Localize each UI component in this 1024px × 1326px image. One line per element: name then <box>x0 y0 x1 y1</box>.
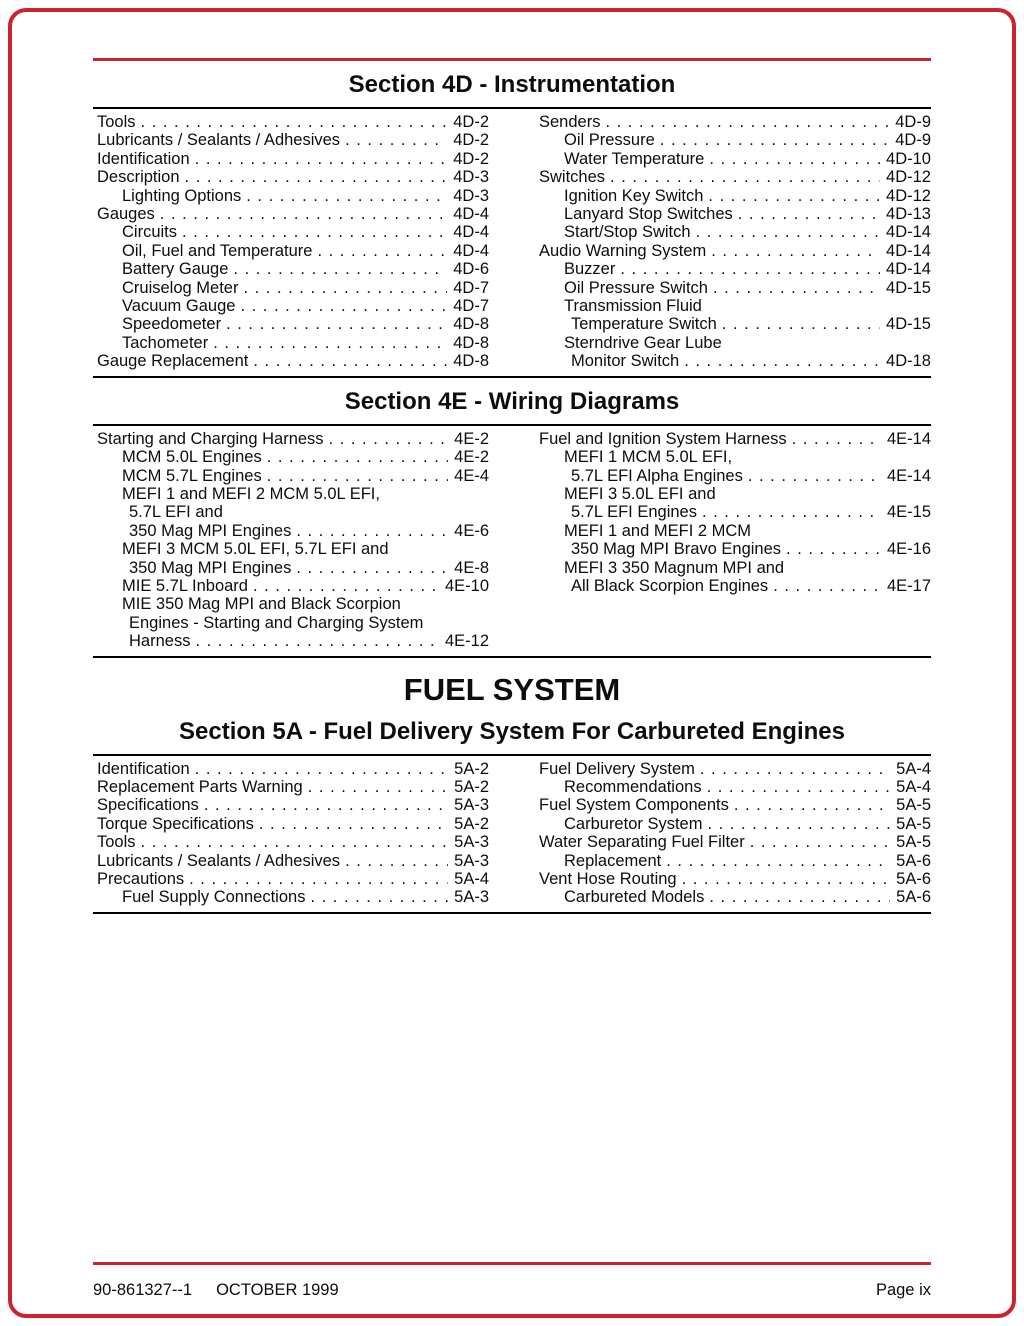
toc-entry <box>97 577 489 595</box>
toc-entry-page: 4E-17 <box>886 576 931 595</box>
toc-dot-leader <box>141 113 448 131</box>
toc-entry-label: MIE 350 Mag MPI and Black Scorpion <box>122 595 401 614</box>
toc-entry-label: 350 Mag MPI Engines <box>129 521 292 540</box>
toc-entry-label: Transmission Fluid <box>564 297 702 316</box>
toc-entry-label: Tachometer <box>122 333 209 352</box>
toc-entry <box>539 503 931 521</box>
toc-entry <box>97 113 489 131</box>
toc-entry-label: Carburetor System <box>564 814 703 833</box>
toc-entry-label: All Black Scorpion Engines <box>571 576 769 595</box>
toc-entry <box>539 334 931 352</box>
toc-entry-page: 4D-3 <box>453 186 489 205</box>
toc-entry <box>539 540 931 558</box>
toc-dot-leader <box>713 279 880 297</box>
toc-4d-column-left <box>93 113 489 371</box>
section-4e-title: Section 4E - Wiring Diagrams <box>344 387 680 415</box>
toc-entry-page: 5A-6 <box>896 870 931 888</box>
toc-4d <box>93 107 931 378</box>
toc-entry-page: 4D-8 <box>453 333 489 352</box>
toc-entry-label: Harness <box>129 632 191 651</box>
toc-entry-label: 5.7L EFI Alpha Engines <box>571 466 743 485</box>
toc-entry-label: Recommendations <box>564 777 702 796</box>
toc-dot-leader <box>195 632 439 650</box>
toc-entry <box>97 796 489 814</box>
toc-entry-page: 4D-7 <box>453 297 489 316</box>
toc-entry <box>539 796 931 814</box>
toc-entry-page: 5A-3 <box>454 796 489 815</box>
toc-entry-label: Identification <box>97 759 190 778</box>
toc-entry <box>539 448 931 466</box>
page-number: Page ix <box>875 1281 931 1299</box>
section-4d-title: Section 4D - Instrumentation <box>348 71 676 98</box>
toc-entry <box>97 168 489 186</box>
toc-entry-label: Oil Pressure Switch <box>564 278 708 297</box>
toc-entry <box>539 150 931 168</box>
toc-entry <box>97 485 489 503</box>
toc-entry-page: 4D-8 <box>453 315 489 334</box>
toc-entry-page: 4D-8 <box>453 352 489 371</box>
toc-dot-leader <box>620 260 880 278</box>
toc-entry-page: 4E-14 <box>886 429 931 448</box>
toc-entry-page: 4D-14 <box>886 223 931 242</box>
toc-entry-page: 4E-6 <box>454 521 489 540</box>
toc-entry <box>539 168 931 186</box>
toc-dot-leader <box>213 334 447 352</box>
toc-entry-page: 4E-2 <box>454 429 489 448</box>
toc-entry-page: 4E-16 <box>886 540 931 559</box>
toc-entry-page: 4D-6 <box>453 260 489 279</box>
toc-entry-page: 4D-13 <box>886 205 931 224</box>
fuel-system-part-title: FUEL SYSTEM <box>403 671 621 707</box>
toc-entry-label: Lubricants / Sealants / Adhesives <box>97 851 341 870</box>
page-content <box>93 0 931 914</box>
toc-entry <box>539 852 931 870</box>
toc-entry <box>539 870 931 888</box>
toc-entry-page: 4D-4 <box>453 223 489 242</box>
toc-dot-leader <box>253 577 439 595</box>
toc-entry-label: MEFI 3 350 Magnum MPI and <box>564 558 785 577</box>
toc-dot-leader <box>204 796 448 814</box>
toc-entry-label: Gauge Replacement <box>97 352 249 371</box>
toc-entry <box>539 430 931 448</box>
toc-dot-leader <box>296 522 448 540</box>
toc-entry-page: 5A-3 <box>454 833 489 852</box>
toc-entry-label: Specifications <box>97 796 199 815</box>
toc-entry-label: Buzzer <box>564 260 616 279</box>
toc-entry-page: 4D-14 <box>886 260 931 279</box>
toc-entry <box>539 760 931 778</box>
toc-entry <box>539 485 931 503</box>
toc-dot-leader <box>684 352 880 370</box>
toc-entry <box>539 778 931 796</box>
toc-entry-page: 4E-10 <box>444 576 489 595</box>
publication-date: OCTOBER 1999 <box>216 1281 339 1299</box>
toc-entry-label: Switches <box>539 168 606 187</box>
toc-entry-page: 5A-3 <box>454 851 489 870</box>
toc-entry <box>539 352 931 370</box>
toc-entry-label: Tools <box>97 113 136 131</box>
toc-entry <box>97 352 489 370</box>
toc-dot-leader <box>722 315 880 333</box>
toc-entry <box>97 242 489 260</box>
toc-entry-label: Vacuum Gauge <box>122 297 236 316</box>
toc-entry-page: 4D-4 <box>453 241 489 260</box>
toc-entry-page: 4D-10 <box>886 149 931 168</box>
toc-dot-leader <box>226 315 447 333</box>
toc-dot-leader <box>267 448 448 466</box>
toc-entry-label: Precautions <box>97 870 185 888</box>
toc-dot-leader <box>748 467 881 485</box>
toc-entry-label: Battery Gauge <box>122 260 229 279</box>
document-number: 90-861327--1 <box>93 1281 193 1299</box>
toc-entry-label: Start/Stop Switch <box>564 223 691 242</box>
toc-entry-label: Lighting Options <box>122 186 242 205</box>
toc-entry <box>539 279 931 297</box>
toc-entry-label: MCM 5.0L Engines <box>122 448 262 467</box>
toc-4e-column-left <box>93 430 489 651</box>
toc-entry <box>97 632 489 650</box>
toc-entry-label: 5.7L EFI Engines <box>571 503 697 522</box>
toc-entry-page: 4E-2 <box>454 448 489 467</box>
toc-entry <box>539 242 931 260</box>
toc-entry <box>539 223 931 241</box>
toc-entry <box>97 595 489 613</box>
toc-dot-leader <box>700 760 890 778</box>
toc-entry-label: Speedometer <box>122 315 222 334</box>
toc-entry <box>539 888 931 906</box>
toc-entry-page: 4E-4 <box>454 466 489 485</box>
toc-entry-page: 4D-2 <box>453 149 489 168</box>
toc-entry-page: 5A-5 <box>896 833 931 852</box>
toc-entry-page: 4D-2 <box>453 131 489 150</box>
section-5a-fuel-delivery <box>93 658 931 914</box>
toc-entry-label: Tools <box>97 833 136 852</box>
toc-entry <box>97 888 489 906</box>
toc-dot-leader <box>711 242 880 260</box>
toc-dot-leader <box>660 131 889 149</box>
toc-entry <box>97 205 489 223</box>
toc-entry-page: 5A-6 <box>896 851 931 870</box>
toc-entry-page: 5A-5 <box>896 796 931 815</box>
toc-entry-page: 5A-3 <box>454 888 489 907</box>
toc-entry <box>539 205 931 223</box>
toc-entry <box>539 559 931 577</box>
toc-entry-page: 4D-18 <box>886 352 931 371</box>
toc-entry-label: Sterndrive Gear Lube <box>564 333 722 352</box>
toc-dot-leader <box>296 559 448 577</box>
toc-entry-label: Starting and Charging Harness <box>97 429 324 448</box>
toc-entry <box>539 260 931 278</box>
toc-entry-label: Gauges <box>97 205 155 224</box>
toc-dot-leader <box>185 168 448 186</box>
toc-entry-page: 4D-14 <box>886 241 931 260</box>
toc-entry <box>97 467 489 485</box>
toc-dot-leader <box>707 778 891 796</box>
toc-entry-label: Replacement <box>564 851 662 870</box>
toc-dot-leader <box>682 870 891 888</box>
toc-entry-label: MCM 5.7L Engines <box>122 466 262 485</box>
page-footer <box>93 1262 931 1300</box>
toc-entry-label: Torque Specifications <box>97 814 254 833</box>
toc-entry-label: MEFI 3 5.0L EFI and <box>564 484 716 503</box>
toc-entry <box>539 833 931 851</box>
toc-entry <box>97 315 489 333</box>
toc-entry-label: Lubricants / Sealants / Adhesives <box>97 131 341 150</box>
toc-entry-label: Audio Warning System <box>539 241 707 260</box>
toc-dot-leader <box>610 168 880 186</box>
toc-entry-label: Oil Pressure <box>564 131 655 150</box>
toc-entry-label: Engines - Starting and Charging System <box>129 613 424 632</box>
toc-entry <box>539 187 931 205</box>
toc-entry <box>97 131 489 149</box>
toc-entry <box>97 334 489 352</box>
toc-entry-label: 5.7L EFI and <box>129 503 223 522</box>
toc-4e <box>93 424 931 658</box>
toc-dot-leader <box>666 852 890 870</box>
toc-entry-page: 5A-4 <box>896 777 931 796</box>
toc-5a-column-left <box>93 760 489 907</box>
toc-entry <box>97 150 489 168</box>
toc-entry-label: MEFI 3 MCM 5.0L EFI, 5.7L EFI and <box>122 540 389 559</box>
toc-entry-page: 5A-2 <box>454 814 489 833</box>
toc-entry-label: Fuel Delivery System <box>539 759 695 778</box>
toc-entry-label: Vent Hose Routing <box>539 870 677 888</box>
section-4d-instrumentation <box>93 61 931 378</box>
section-4e-wiring-diagrams <box>93 378 931 658</box>
toc-entry-page: 5A-2 <box>454 777 489 796</box>
toc-dot-leader <box>792 430 881 448</box>
toc-entry <box>97 614 489 632</box>
toc-dot-leader <box>182 223 447 241</box>
toc-entry-label: MEFI 1 and MEFI 2 MCM 5.0L EFI, <box>122 484 380 503</box>
toc-dot-leader <box>267 467 448 485</box>
toc-entry-label: Water Separating Fuel Filter <box>539 833 745 852</box>
toc-entry-label: MIE 5.7L Inboard <box>122 576 248 595</box>
toc-entry-label: Fuel Supply Connections <box>122 888 306 907</box>
toc-entry-label: Senders <box>539 113 601 131</box>
toc-entry <box>539 522 931 540</box>
toc-dot-leader <box>708 187 880 205</box>
toc-entry-page: 5A-5 <box>896 814 931 833</box>
toc-entry <box>97 559 489 577</box>
toc-entry-page: 4D-9 <box>895 131 931 150</box>
toc-entry-label: MEFI 1 and MEFI 2 MCM <box>564 521 752 540</box>
toc-entry-page: 4E-8 <box>454 558 489 577</box>
toc-entry-label: 350 Mag MPI Engines <box>129 558 292 577</box>
toc-entry-page: 5A-4 <box>454 870 489 888</box>
toc-dot-leader <box>246 187 447 205</box>
toc-entry-page: 4D-4 <box>453 205 489 224</box>
toc-entry-label: Fuel and Ignition System Harness <box>539 429 787 448</box>
toc-entry-label: Circuits <box>122 223 178 242</box>
toc-5a-column-right <box>535 760 931 907</box>
toc-dot-leader <box>195 150 448 168</box>
toc-entry <box>97 522 489 540</box>
section-5a-title: Section 5A - Fuel Delivery System For Carbureted Engines <box>179 717 845 745</box>
toc-dot-leader <box>702 503 881 521</box>
toc-dot-leader <box>734 796 890 814</box>
toc-entry-label: 350 Mag MPI Bravo Engines <box>571 540 782 559</box>
toc-entry-label: Description <box>97 168 180 187</box>
toc-entry-label: MEFI 1 MCM 5.0L EFI, <box>564 448 733 467</box>
toc-entry-page: 4D-9 <box>895 113 931 131</box>
toc-entry <box>97 760 489 778</box>
toc-dot-leader <box>259 815 448 833</box>
toc-entry <box>97 503 489 521</box>
toc-4e-column-right <box>535 430 931 651</box>
toc-entry-page: 5A-6 <box>896 888 931 907</box>
toc-dot-leader <box>750 833 890 851</box>
toc-entry-label: Temperature Switch <box>571 315 717 334</box>
toc-entry <box>97 260 489 278</box>
toc-entry <box>539 297 931 315</box>
toc-entry <box>97 223 489 241</box>
toc-entry <box>539 113 931 131</box>
toc-dot-leader <box>345 852 448 870</box>
toc-entry <box>539 315 931 333</box>
toc-entry-page: 4E-14 <box>886 466 931 485</box>
toc-dot-leader <box>773 577 881 595</box>
toc-entry <box>97 297 489 315</box>
toc-dot-leader <box>707 815 890 833</box>
toc-entry <box>97 870 489 888</box>
toc-entry-label: Monitor Switch <box>571 352 680 371</box>
toc-entry <box>97 833 489 851</box>
toc-dot-leader <box>195 760 448 778</box>
toc-dot-leader <box>709 888 890 906</box>
toc-entry <box>539 467 931 485</box>
toc-dot-leader <box>310 888 448 906</box>
toc-entry <box>539 815 931 833</box>
toc-entry <box>97 448 489 466</box>
toc-entry <box>539 577 931 595</box>
toc-dot-leader <box>189 870 448 888</box>
toc-4d-column-right <box>535 113 931 371</box>
toc-dot-leader <box>696 223 880 241</box>
toc-entry-label: Ignition Key Switch <box>564 186 704 205</box>
toc-dot-leader <box>317 242 447 260</box>
toc-entry <box>97 815 489 833</box>
toc-dot-leader <box>738 205 880 223</box>
toc-dot-leader <box>786 540 881 558</box>
toc-entry-label: Identification <box>97 149 190 168</box>
toc-entry <box>97 540 489 558</box>
footer-left <box>93 1281 339 1300</box>
toc-entry-page: 5A-2 <box>454 759 489 778</box>
toc-entry-page: 4D-12 <box>886 186 931 205</box>
toc-dot-leader <box>233 260 447 278</box>
toc-entry <box>97 279 489 297</box>
toc-dot-leader <box>253 352 447 370</box>
toc-dot-leader <box>345 131 447 149</box>
toc-dot-leader <box>605 113 889 131</box>
toc-entry <box>97 852 489 870</box>
toc-entry-label: Water Temperature <box>564 149 705 168</box>
toc-entry-page: 4D-15 <box>886 278 931 297</box>
toc-entry-label: Lanyard Stop Switches <box>564 205 733 224</box>
toc-entry-page: 4D-12 <box>886 168 931 187</box>
toc-dot-leader <box>240 297 447 315</box>
toc-dot-leader <box>160 205 447 223</box>
toc-entry-page: 4E-12 <box>444 632 489 651</box>
toc-entry-page: 5A-4 <box>896 759 931 778</box>
toc-entry-label: Oil, Fuel and Temperature <box>122 241 313 260</box>
toc-dot-leader <box>709 150 880 168</box>
toc-dot-leader <box>141 833 449 851</box>
toc-entry-label: Carbureted Models <box>564 888 705 907</box>
toc-entry-page: 4E-15 <box>886 503 931 522</box>
toc-5a <box>93 754 931 914</box>
toc-entry <box>97 430 489 448</box>
toc-entry-label: Replacement Parts Warning <box>97 777 303 796</box>
toc-entry <box>97 778 489 796</box>
toc-entry-page: 4D-2 <box>453 113 489 131</box>
toc-dot-leader <box>243 279 447 297</box>
toc-entry-label: Cruiselog Meter <box>122 278 239 297</box>
toc-dot-leader <box>308 778 448 796</box>
toc-entry-page: 4D-3 <box>453 168 489 187</box>
toc-entry <box>97 187 489 205</box>
toc-entry-page: 4D-15 <box>886 315 931 334</box>
toc-entry <box>539 131 931 149</box>
toc-entry-label: Fuel System Components <box>539 796 729 815</box>
toc-dot-leader <box>329 430 449 448</box>
toc-entry-page: 4D-7 <box>453 278 489 297</box>
